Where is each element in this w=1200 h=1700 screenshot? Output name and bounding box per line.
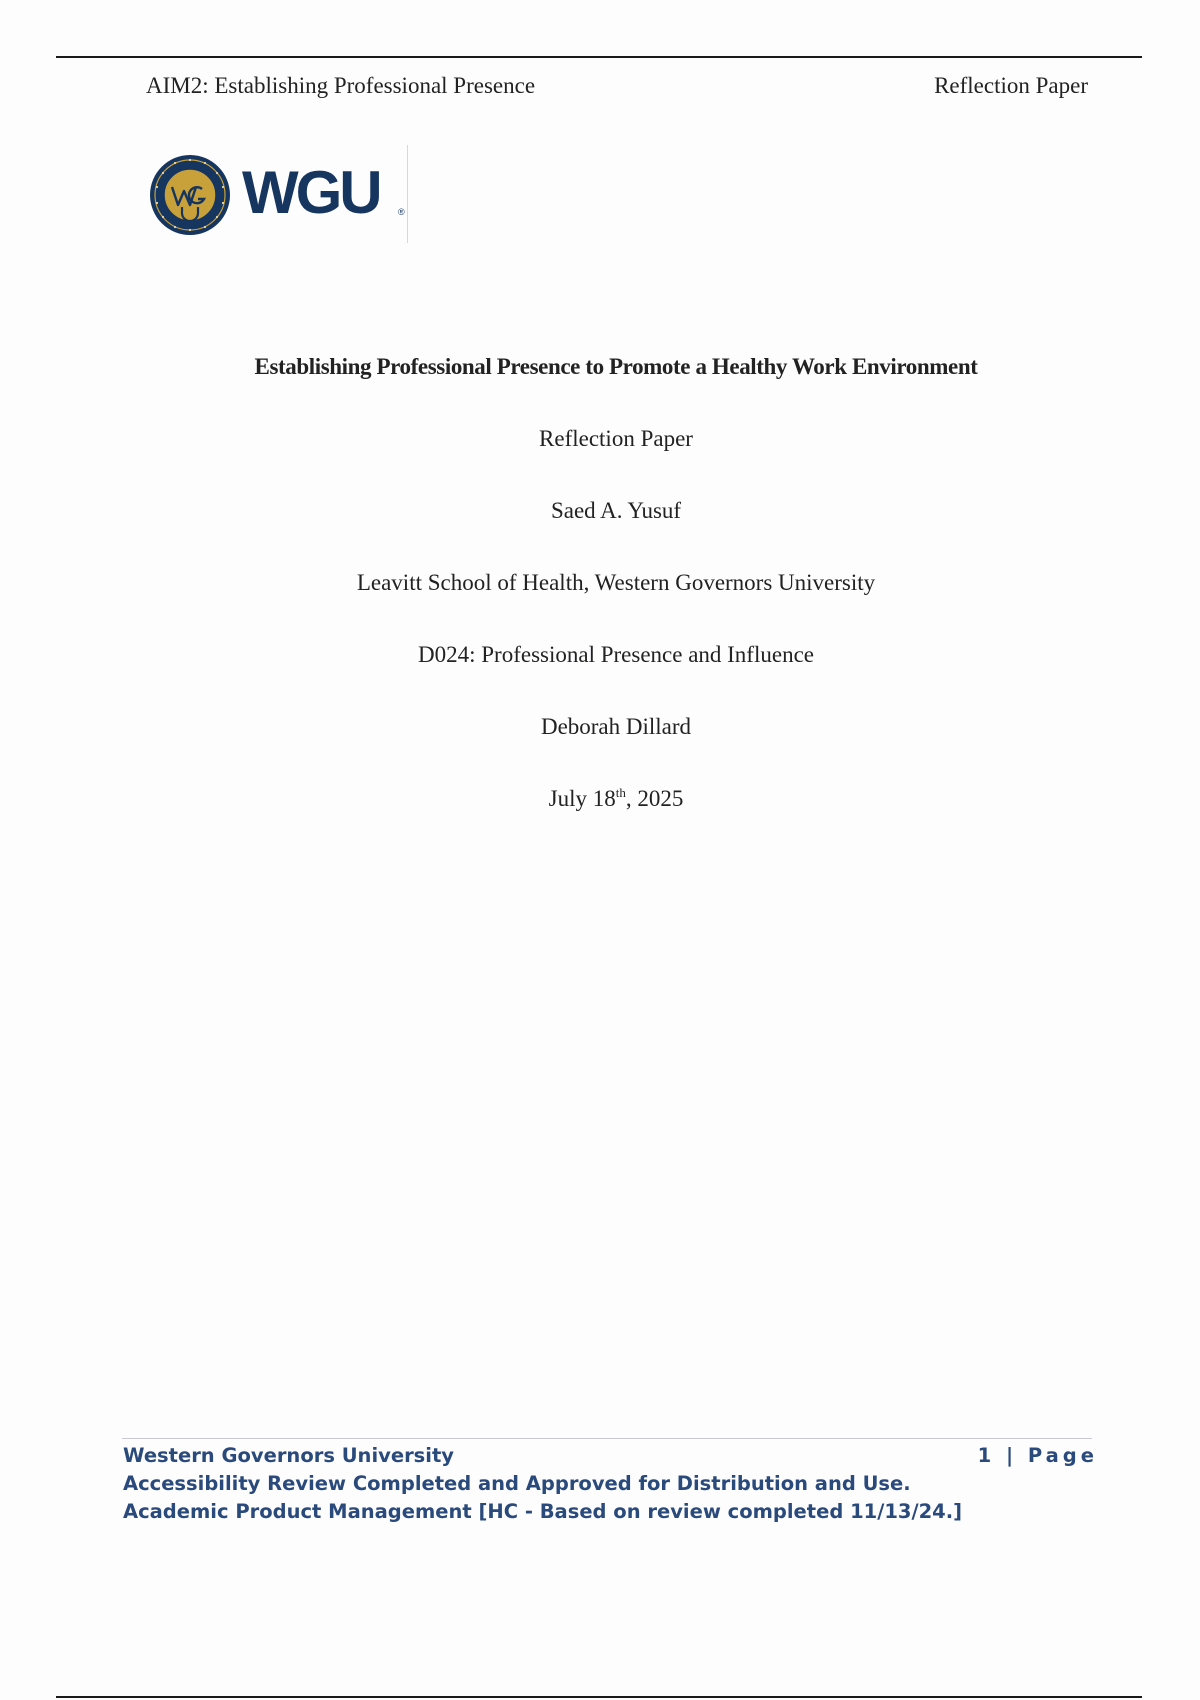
footer-review-note: Academic Product Management [HC - Based on review completed 11/13/24.]: [123, 1500, 963, 1523]
title-page-block: [0, 352, 1200, 856]
wgu-seal-icon: [150, 155, 230, 235]
footer-accessibility-note: Accessibility Review Completed and Approved for Distribution and Use.: [123, 1472, 911, 1495]
author-affiliation: Leavitt School of Health, Western Governors University: [356, 570, 876, 595]
date-superscript: th: [615, 785, 626, 800]
submission-date: [0, 784, 1200, 814]
instructor-name: Deborah Dillard: [540, 714, 692, 739]
author-name: Saed A. Yusuf: [550, 498, 682, 523]
registered-mark: ®: [398, 207, 405, 217]
course-name: D024: Professional Presence and Influence: [418, 642, 814, 667]
wgu-wordmark: WGU: [242, 159, 380, 226]
wgu-logo: [150, 147, 412, 243]
paper-title: Establishing Professional Presence to Promote a Healthy Work Environment: [254, 354, 978, 379]
paper-subtitle: Reflection Paper: [539, 426, 693, 451]
logo-divider: [407, 145, 408, 243]
footer-page-number: 1 | Page: [977, 1444, 1098, 1467]
running-head-left: AIM2: Establishing Professional Presence: [146, 73, 536, 98]
running-head-right: Reflection Paper: [934, 73, 1088, 98]
footer-university: Western Governors University: [123, 1444, 455, 1467]
date-prefix: July 18: [548, 786, 616, 811]
date-suffix: , 2025: [625, 786, 684, 811]
footer-rule: [122, 1438, 1092, 1439]
bottom-rule: [56, 1696, 1142, 1698]
page-footer: [123, 1442, 1098, 1526]
top-rule: [56, 56, 1142, 58]
